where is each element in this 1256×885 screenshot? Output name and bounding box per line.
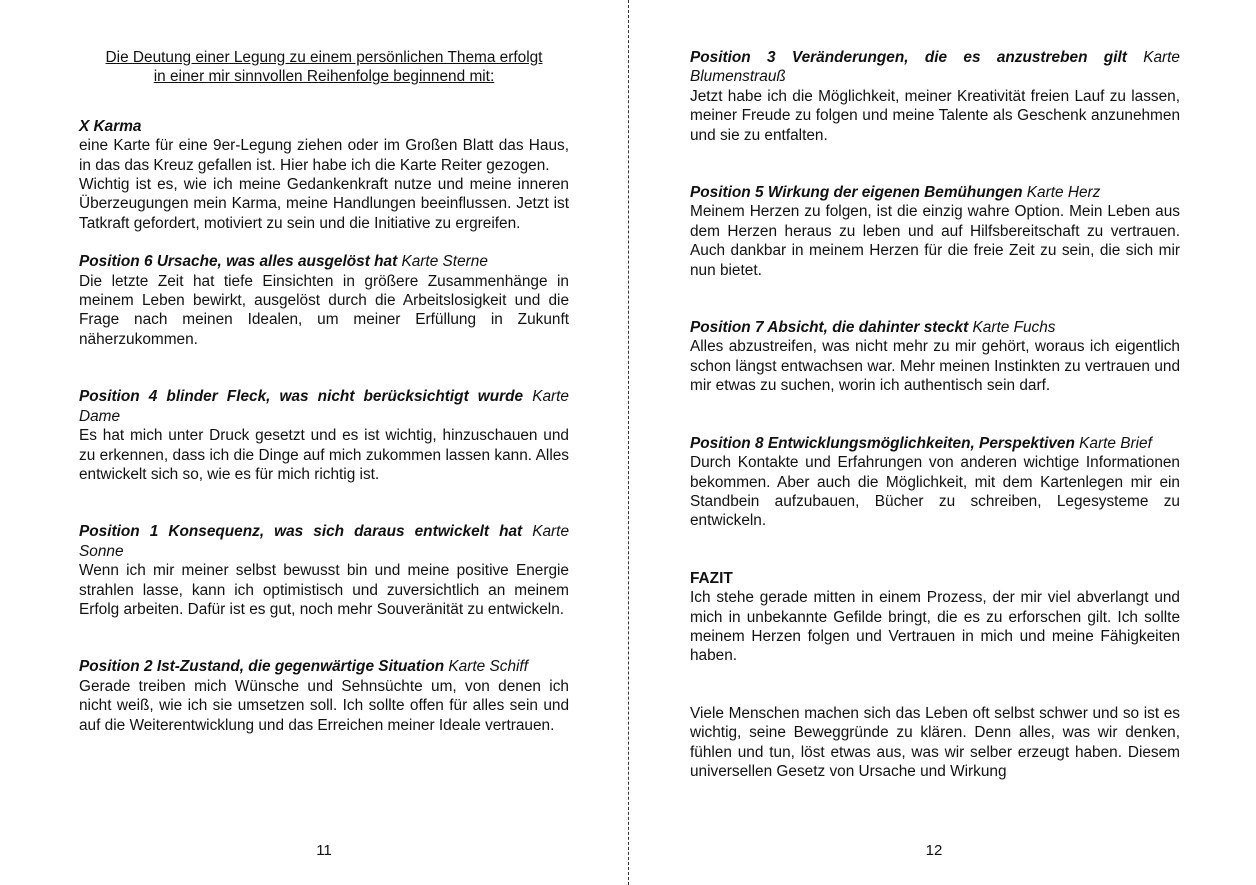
section-body [690,337,1180,395]
section-paragraph: Die letzte Zeit hat tiefe Einsichten in größere Zusammenhänge in meinem Leben bewirkt, ausgelöst durch die Arbeitslosigkeit und die Frage nach meinen Idealen, um meiner Erfüllung in Zukunft näherzukommen. [79,272,569,348]
right-page [630,0,1256,885]
section-closing [690,704,1180,782]
section-body [690,202,1180,280]
section-body [690,588,1180,666]
heading-card: Karte Sonne [79,523,570,560]
heading-card: Karte Fuchs [972,319,1056,337]
section-heading [690,48,1180,87]
section-paragraph: Alles abzustreifen, was nicht mehr zu mir gehört, woraus ich eigentlich schon längst entwachsen war. Mehr meinen Instinkten zu vertrauen und mir etwas zu suchen, worin ich authentisch sein darf. [690,338,1180,395]
section-heading [79,252,569,271]
section-position-2 [79,657,569,735]
section-paragraph: Jetzt habe ich die Möglichkeit, meiner Kreativität freien Lauf zu lassen, meiner Freude zu folgen und meine Talente als Geschenk anzunehmen und sie zu entfalten. [690,87,1180,144]
section-paragraph: Wenn ich mir meiner selbst bewusst bin und meine positive Energie strahlen lasse, kann ich optimistisch und zuversichtlich an meinem Erfolg arbeiten. Dafür ist es gut, noch mehr Souveränität zu entwickeln. [79,562,569,618]
section-body [79,136,569,233]
intro-line-1: Die Deutung einer Legung zu einem persönlichen Thema erfolgt [105,49,543,66]
section-paragraph: Durch Kontakte und Erfahrungen von anderen wichtige Informationen bekommen. Aber auch die Möglichkeit, mit dem Kartenlegen mir ein Standbein aufzubauen, Bücher zu schreiben, Legesysteme zu entwickeln. [690,454,1180,530]
heading-card: Karte Schiff [448,658,528,676]
section-position-3 [690,48,1180,145]
fazit-heading [690,569,1180,588]
section-heading [79,387,569,426]
section-paragraph: eine Karte für eine 9er-Legung ziehen oder im Großen Blatt das Haus, in das das Kreuz gefallen ist. Hier habe ich die Karte Reiter gezogen. [79,137,569,174]
heading-title: Position 5 Wirkung der eigenen Bemühungen [690,184,1023,202]
section-heading [690,183,1180,202]
page-fold-divider [628,0,629,885]
heading-title: Position 1 Konsequenz, was sich daraus entwickelt hat [79,523,523,541]
heading-card: Karte Sterne [401,253,488,271]
section-fazit [690,569,1180,666]
section-position-8 [690,434,1180,531]
section-paragraph: Wichtig ist es, wie ich meine Gedankenkraft nutze und meine inneren Überzeugungen mein Karma, meine Handlungen beeinflussen. Jetzt ist Tatkraft gefordert, motiviert zu sein und die Initiative zu ergreifen. [79,176,569,232]
heading-card: Karte Herz [1026,184,1101,202]
section-position-5 [690,183,1180,280]
section-position-7 [690,318,1180,396]
heading-card: Karte Dame [79,388,569,425]
section-body [690,87,1180,145]
intro-heading [79,48,569,87]
heading-title: Position 4 blinder Fleck, was nicht berücksichtigt wurde [79,388,524,406]
heading-title: Position 3 Veränderungen, die es anzustreben gilt [690,49,1127,66]
section-paragraph: Es hat mich unter Druck gesetzt und es ist wichtig, hinzuschauen und zu erkennen, dass ich die Dinge auf mich zukommen lassen kann. Alles entwickelt sich so, wie es für mich richtig ist. [79,427,569,483]
heading-card: Karte Blumenstrauß [690,49,1180,86]
section-paragraph: Meinem Herzen zu folgen, ist die einzig wahre Option. Mein Leben aus dem Herzen heraus zu leben und auf Hilfsbereitschaft zu vertrauen. Auch dankbar in meinem Herzen für die freie Zeit zu sein, die sich mir nun bietet. [690,203,1180,279]
page-number-right: 12 [925,842,943,859]
section-body [79,677,569,735]
section-heading [690,434,1180,453]
heading-card: Karte Brief [1079,434,1152,452]
section-body [690,704,1180,782]
section-heading [690,318,1180,337]
section-heading [79,522,569,561]
closing-paragraph: Viele Menschen machen sich das Leben oft selbst schwer und so ist es wichtig, seine Beweggründe zu klären. Denn alles, was wir denken, fühlen und tun, löst etwas aus, was wir selber erzeugt haben. Diesem universellen Gesetz von Ursache und Wirkung [690,704,1180,780]
right-page-content [690,48,1180,781]
section-body [79,272,569,350]
heading-title: Position 2 Ist-Zustand, die gegenwärtige Situation [79,658,445,676]
section-paragraph: Gerade treiben mich Wünsche und Sehnsüchte um, von denen ich nicht weiß, wie ich sie umsetzen soll. Ich sollte offen für alles sein und auf die Weiterentwicklung und das Erreichen meiner Ideale vertrauen. [79,677,569,734]
section-position-1 [79,522,569,619]
left-page [0,0,627,885]
heading-title: FAZIT [690,569,733,587]
fazit-paragraph: Ich stehe gerade mitten in einem Prozess, der mir viel abverlangt und mich in unbekannte Gefilde bringt, die es zu erforschen gilt. Ich sollte meinem Herzen folgen und Vertrauen in mich und meine Fähigkeiten haben. [690,589,1180,665]
section-heading [79,117,569,136]
page-number-left: 11 [316,842,332,859]
heading-title: Position 8 Entwicklungsmöglichkeiten, Perspektiven [690,434,1075,452]
heading-title: Position 6 Ursache, was alles ausgelöst hat [79,253,398,271]
section-x-karma [79,117,569,233]
section-heading [79,657,569,676]
heading-title: X Karma [79,117,142,135]
section-body [79,561,569,619]
section-position-4 [79,387,569,484]
section-body [79,426,569,484]
section-body [690,453,1180,531]
section-position-6 [79,252,569,349]
intro-line-2: in einer mir sinnvollen Reihenfolge beginnend mit: [153,68,495,86]
heading-title: Position 7 Absicht, die dahinter steckt [690,319,969,337]
left-page-content [79,48,569,735]
